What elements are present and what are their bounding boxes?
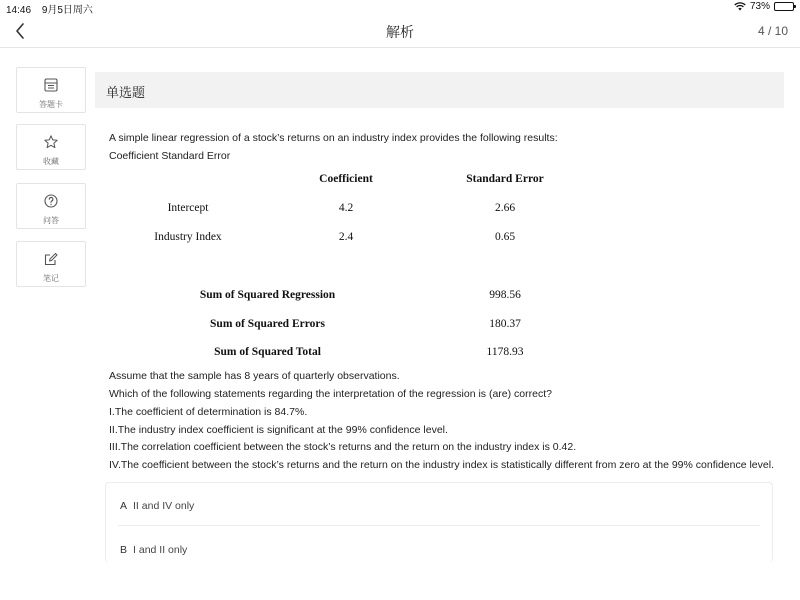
question-line: Which of the following statements regarding the interpretation of the regression is (are) correct? <box>109 388 552 400</box>
table-row-label: Intercept <box>167 202 209 214</box>
option-divider <box>118 525 760 526</box>
side-label: 问答 <box>43 216 59 225</box>
status-bar <box>0 0 800 14</box>
side-label: 笔记 <box>43 274 59 283</box>
option-a[interactable] <box>120 500 194 512</box>
battery-icon <box>774 2 794 11</box>
sum-label: Sum of Squared Total <box>214 346 321 358</box>
star-icon <box>43 134 59 150</box>
nav-bar <box>0 14 800 48</box>
option-text: I and II only <box>133 544 188 556</box>
page-title: 解析 <box>386 24 414 40</box>
table-row-label: Industry Index <box>154 231 222 243</box>
statement-iii: III.The correlation coefficient between the stock’s returns and the return on the industry index is 0.42. <box>109 441 577 453</box>
question-pager: 4 / 10 <box>757 24 788 38</box>
question-type-header: 单选题 <box>95 72 784 108</box>
side-label: 收藏 <box>43 157 59 166</box>
statement-iv: IV.The coefficient between the stock’s returns and the return on the industry index is statistically different from zero at the 99% confidence level. <box>109 459 774 471</box>
side-label: 答题卡 <box>39 100 63 109</box>
status-date: 9月5日周六 <box>41 5 93 16</box>
table-header-standard-error: Standard Error <box>466 173 544 185</box>
qa-button[interactable] <box>16 183 86 229</box>
statement-i: I.The coefficient of determination is 84.7%. <box>109 406 308 418</box>
question-line: Assume that the sample has 8 years of quarterly observations. <box>109 370 400 382</box>
question-subheading: Coefficient Standard Error <box>109 150 231 162</box>
answer-options <box>105 482 773 562</box>
note-button[interactable] <box>16 241 86 287</box>
sum-value: 998.56 <box>489 289 521 301</box>
option-text: II and IV only <box>133 500 195 512</box>
option-b[interactable] <box>120 544 187 556</box>
sum-value: 1178.93 <box>486 346 524 358</box>
table-cell-coef: 2.4 <box>338 231 354 243</box>
answer-card-button[interactable] <box>16 67 86 113</box>
sum-value: 180.37 <box>489 318 521 330</box>
question-intro: A simple linear regression of a stock’s returns on an industry index provides the following results: <box>109 132 558 144</box>
sum-label: Sum of Squared Errors <box>210 318 325 330</box>
option-key: B <box>120 544 128 556</box>
wifi-icon <box>734 2 746 11</box>
table-cell-se: 2.66 <box>494 202 516 214</box>
table-header-coefficient: Coefficient <box>319 173 373 185</box>
question-icon <box>43 193 59 209</box>
statement-ii: II.The industry index coefficient is significant at the 99% confidence level. <box>109 424 448 436</box>
table-cell-se: 0.65 <box>494 231 516 243</box>
note-icon <box>43 251 59 267</box>
sum-label: Sum of Squared Regression <box>199 289 336 301</box>
favorite-button[interactable] <box>16 124 86 170</box>
option-key: A <box>120 500 128 512</box>
battery-percent: 73% <box>749 1 770 12</box>
answer-card-icon <box>43 77 59 93</box>
table-cell-coef: 4.2 <box>338 202 354 214</box>
status-time: 14:46 <box>6 5 32 16</box>
